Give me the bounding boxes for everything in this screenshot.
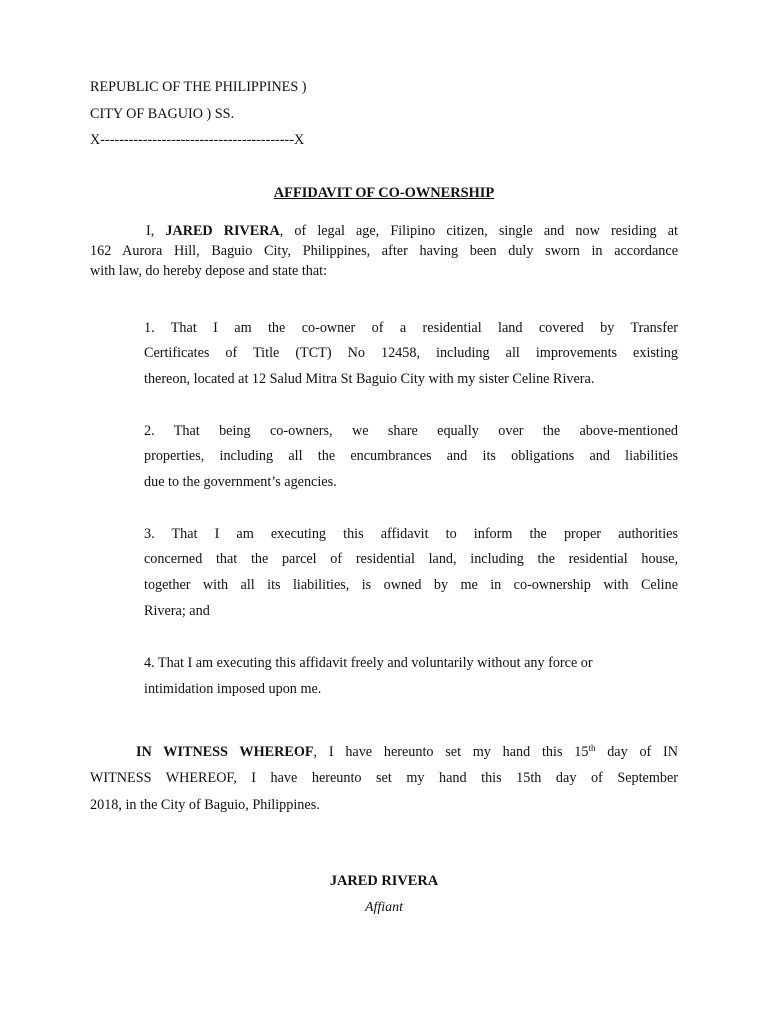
item-3-line-4: Rivera; and bbox=[144, 603, 210, 619]
caption-city: CITY OF BAGUIO ) SS. bbox=[90, 106, 235, 122]
item-3-line-3: together with all its liabilities, is owned by me in co-ownership with Celine bbox=[144, 577, 678, 593]
item-1-line-2: Certificates of Title (TCT) No 12458, including all improvements existing bbox=[144, 345, 678, 361]
item-3-line-2: concerned that the parcel of residential land, including the residential house, bbox=[144, 551, 678, 567]
signature-name: JARED RIVERA bbox=[329, 873, 439, 889]
witness-line-2: WITNESS WHEREOF, I have hereunto set my hand this 15th day of September bbox=[90, 770, 678, 786]
item-3-line-1: 3. That I am executing this affidavit to inform the proper authorities bbox=[144, 526, 678, 542]
signature-role: Affiant bbox=[364, 900, 404, 915]
intro-line-1-rest: , of legal age, Filipino citizen, single and now residing at bbox=[279, 223, 678, 239]
item-4-line-2: intimidation imposed upon me. bbox=[144, 681, 322, 697]
intro-lead: I, bbox=[146, 223, 166, 239]
witness-line-1-mid: , I have hereunto set my hand this 15 bbox=[313, 744, 589, 760]
caption-separator: X-----------------------------------------X bbox=[90, 132, 305, 148]
affiant-name-intro: JARED RIVERA bbox=[165, 223, 280, 239]
intro-line-3: with law, do hereby depose and state that: bbox=[90, 263, 328, 279]
document-title: AFFIDAVIT OF CO-OWNERSHIP bbox=[273, 185, 495, 201]
witness-line-1-end: day of IN bbox=[595, 744, 678, 760]
item-2-line-1: 2. That being co-owners, we share equally over the above-mentioned bbox=[144, 423, 678, 439]
item-2-line-2: properties, including all the encumbrances and its obligations and liabilities bbox=[144, 448, 678, 464]
witness-line-3: 2018, in the City of Baguio, Philippines. bbox=[90, 797, 320, 813]
witness-ordinal-suffix: th bbox=[588, 743, 596, 753]
item-1-line-3: thereon, located at 12 Salud Mitra St Baguio City with my sister Celine Rivera. bbox=[144, 371, 595, 387]
item-1-line-1: 1. That I am the co-owner of a residential land covered by Transfer bbox=[144, 320, 678, 336]
intro-line-2: 162 Aurora Hill, Baguio City, Philippines, after having been duly sworn in accordance bbox=[90, 243, 678, 259]
witness-line-1 bbox=[136, 742, 678, 762]
item-2-line-3: due to the government’s agencies. bbox=[144, 474, 337, 490]
caption-republic: REPUBLIC OF THE PHILIPPINES ) bbox=[90, 79, 307, 95]
intro-line-1 bbox=[146, 221, 678, 241]
item-4-line-1: 4. That I am executing this affidavit freely and voluntarily without any force or bbox=[144, 655, 593, 671]
witness-heading: IN WITNESS WHEREOF bbox=[136, 744, 314, 760]
